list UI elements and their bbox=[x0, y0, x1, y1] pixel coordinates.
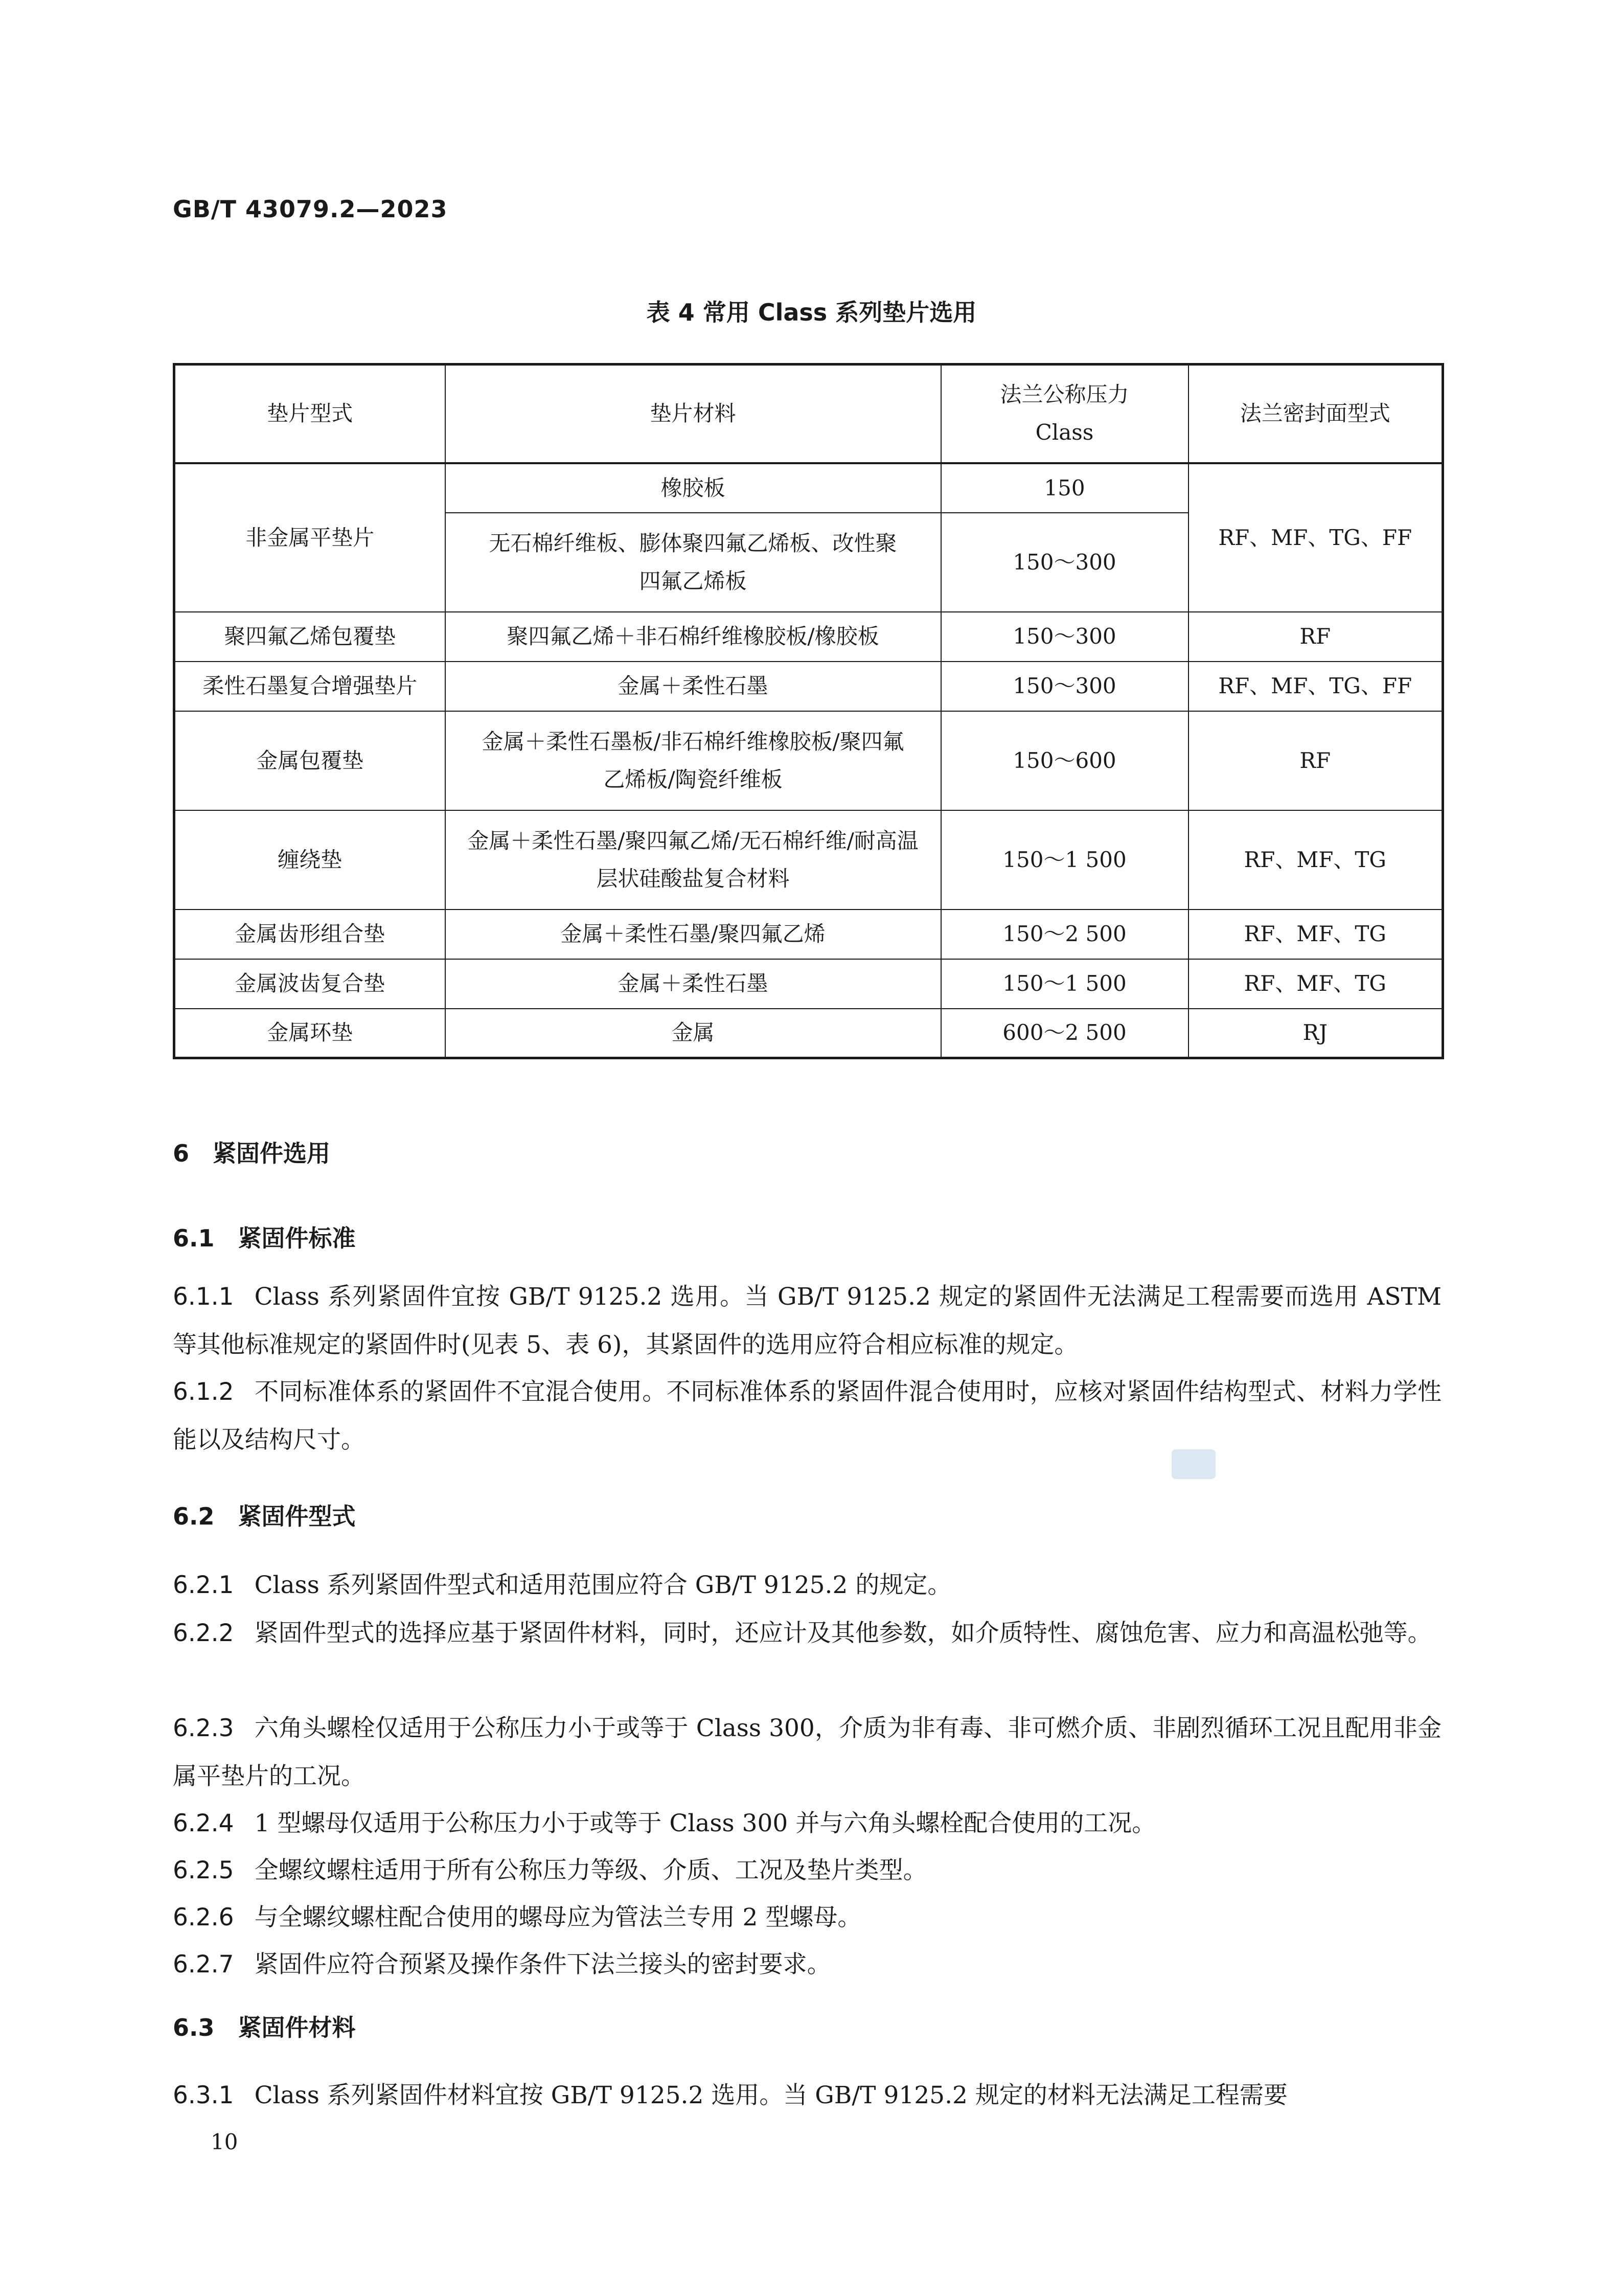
cell-type: 聚四氟乙烯包覆垫 bbox=[174, 612, 445, 662]
paragraph-text: 紧固件应符合预紧及操作条件下法兰接头的密封要求。 bbox=[254, 1950, 831, 1979]
paragraph-6-2-7 bbox=[173, 1941, 1442, 1989]
header-pressure-line2: Class bbox=[1035, 420, 1094, 445]
cell-type: 金属包覆垫 bbox=[174, 711, 445, 810]
cell-pressure: 600～2 500 bbox=[941, 1009, 1188, 1058]
table-row bbox=[174, 1009, 1443, 1058]
cell-pressure: 150～300 bbox=[941, 513, 1188, 612]
cell-pressure: 150～300 bbox=[941, 662, 1188, 711]
table-row bbox=[174, 612, 1443, 662]
section-title: 紧固件材料 bbox=[238, 2014, 356, 2041]
section-title: 紧固件型式 bbox=[238, 1503, 356, 1530]
paragraph-text: 与全螺纹螺柱配合使用的螺母应为管法兰专用 2 型螺母。 bbox=[254, 1903, 862, 1931]
header-sealing-face: 法兰密封面型式 bbox=[1188, 365, 1443, 463]
cell-pressure: 150～2 500 bbox=[941, 910, 1188, 959]
page-number: 10 bbox=[211, 2129, 238, 2154]
header-nominal-pressure bbox=[941, 365, 1188, 463]
paragraph-6-3-1 bbox=[173, 2072, 1442, 2120]
table-row bbox=[174, 959, 1443, 1009]
cell-material: 金属＋柔性石墨/聚四氟乙烯 bbox=[445, 910, 941, 959]
paragraph-text: Class 系列紧固件型式和适用范围应符合 GB/T 9125.2 的规定。 bbox=[254, 1571, 952, 1599]
paragraph-text: Class 系列紧固件材料宜按 GB/T 9125.2 选用。当 GB/T 9125.2 规定的材料无法满足工程需要 bbox=[254, 2081, 1288, 2109]
cell-type: 缠绕垫 bbox=[174, 810, 445, 910]
paragraph-number: 6.1.2 bbox=[173, 1378, 234, 1406]
paragraph-text: Class 系列紧固件宜按 GB/T 9125.2 选用。当 GB/T 9125.2 规定的紧固件无法满足工程需要而选用 ASTM 等其他标准规定的紧固件时(见表 5、表 6)，其紧固件的选用应符合相应标准的规定。 bbox=[173, 1283, 1442, 1359]
table-row bbox=[174, 810, 1443, 910]
cell-pressure: 150～600 bbox=[941, 711, 1188, 810]
paragraph-text: 1 型螺母仅适用于公称压力小于或等于 Class 300 并与六角头螺栓配合使用的工况。 bbox=[254, 1809, 1156, 1837]
cell-face: RF、MF、TG bbox=[1188, 810, 1443, 910]
paragraph-6-1-2 bbox=[173, 1368, 1442, 1464]
section-heading-6-3 bbox=[173, 2009, 356, 2043]
section-heading-6-1 bbox=[173, 1220, 356, 1254]
paragraph-text: 六角头螺栓仅适用于公称压力小于或等于 Class 300，介质为非有毒、非可燃介质、非剧烈循环工况且配用非金属平垫片的工况。 bbox=[173, 1714, 1442, 1790]
section-number: 6.2 bbox=[173, 1503, 215, 1530]
paragraph-number: 6.1.1 bbox=[173, 1283, 234, 1311]
table-row bbox=[174, 711, 1443, 810]
paragraph-number: 6.2.3 bbox=[173, 1714, 234, 1742]
table-header-row bbox=[174, 365, 1443, 463]
paragraph-6-2-3 bbox=[173, 1704, 1442, 1801]
standard-code: GB/T 43079.2—2023 bbox=[173, 195, 448, 223]
cell-pressure: 150 bbox=[941, 463, 1188, 513]
header-gasket-type: 垫片型式 bbox=[174, 365, 445, 463]
cell-pressure: 150～300 bbox=[941, 612, 1188, 662]
cell-type: 金属波齿复合垫 bbox=[174, 959, 445, 1009]
cell-face: RJ bbox=[1188, 1009, 1443, 1058]
cell-material: 金属 bbox=[445, 1009, 941, 1058]
cell-face: RF bbox=[1188, 612, 1443, 662]
paragraph-text: 紧固件型式的选择应基于紧固件材料，同时，还应计及其他参数，如介质特性、腐蚀危害、应力和高温松弛等。 bbox=[254, 1619, 1432, 1647]
cell-face: RF、MF、TG、FF bbox=[1188, 463, 1443, 612]
cell-face: RF bbox=[1188, 711, 1443, 810]
paragraph-text: 全螺纹螺柱适用于所有公称压力等级、介质、工况及垫片类型。 bbox=[254, 1856, 927, 1884]
cell-material: 金属＋柔性石墨/聚四氟乙烯/无石棉纤维/耐高温层状硅酸盐复合材料 bbox=[445, 810, 941, 910]
paragraph-6-2-6 bbox=[173, 1894, 1442, 1942]
paragraph-6-2-5 bbox=[173, 1847, 1442, 1895]
paragraph-number: 6.2.6 bbox=[173, 1903, 234, 1931]
cell-material: 金属＋柔性石墨板/非石棉纤维橡胶板/聚四氟乙烯板/陶瓷纤维板 bbox=[445, 711, 941, 810]
paragraph-number: 6.2.7 bbox=[173, 1950, 234, 1979]
paragraph-6-2-1 bbox=[173, 1561, 1442, 1609]
section-heading-6-2 bbox=[173, 1498, 356, 1532]
table-row bbox=[174, 463, 1443, 513]
section-number: 6.3 bbox=[173, 2014, 215, 2041]
table-row bbox=[174, 910, 1443, 959]
table-title: 表 4 常用 Class 系列垫片选用 bbox=[646, 299, 977, 326]
section-title: 紧固件选用 bbox=[213, 1140, 331, 1167]
header-pressure-line1: 法兰公称压力 bbox=[1000, 382, 1129, 407]
cell-pressure: 150～1 500 bbox=[941, 810, 1188, 910]
section-number: 6 bbox=[173, 1140, 190, 1167]
cell-material: 聚四氟乙烯＋非石棉纤维橡胶板/橡胶板 bbox=[445, 612, 941, 662]
paragraph-number: 6.2.5 bbox=[173, 1856, 234, 1884]
cell-pressure: 150～1 500 bbox=[941, 959, 1188, 1009]
section-number: 6.1 bbox=[173, 1224, 215, 1252]
paragraph-6-2-4 bbox=[173, 1800, 1442, 1848]
paragraph-number: 6.2.4 bbox=[173, 1809, 234, 1837]
cell-face: RF、MF、TG bbox=[1188, 910, 1443, 959]
cell-material: 无石棉纤维板、膨体聚四氟乙烯板、改性聚四氟乙烯板 bbox=[445, 513, 941, 612]
paragraph-text: 不同标准体系的紧固件不宜混合使用。不同标准体系的紧固件混合使用时，应核对紧固件结构型式、材料力学性能以及结构尺寸。 bbox=[173, 1378, 1442, 1454]
section-heading-6 bbox=[173, 1135, 330, 1169]
cell-material: 金属＋柔性石墨 bbox=[445, 662, 941, 711]
header-gasket-material: 垫片材料 bbox=[445, 365, 941, 463]
cell-face: RF、MF、TG bbox=[1188, 959, 1443, 1009]
watermark-logo bbox=[1172, 1449, 1216, 1479]
paragraph-6-1-1 bbox=[173, 1273, 1442, 1369]
cell-material: 橡胶板 bbox=[445, 463, 941, 513]
section-title: 紧固件标准 bbox=[238, 1224, 356, 1252]
gasket-selection-table bbox=[173, 363, 1444, 1059]
cell-type: 非金属平垫片 bbox=[174, 463, 445, 612]
table-row bbox=[174, 662, 1443, 711]
paragraph-6-2-2 bbox=[173, 1609, 1442, 1657]
cell-face: RF、MF、TG、FF bbox=[1188, 662, 1443, 711]
cell-type: 金属齿形组合垫 bbox=[174, 910, 445, 959]
paragraph-number: 6.2.2 bbox=[173, 1619, 234, 1647]
cell-type: 柔性石墨复合增强垫片 bbox=[174, 662, 445, 711]
paragraph-number: 6.2.1 bbox=[173, 1571, 234, 1599]
paragraph-number: 6.3.1 bbox=[173, 2081, 234, 2109]
cell-type: 金属环垫 bbox=[174, 1009, 445, 1058]
cell-material: 金属＋柔性石墨 bbox=[445, 959, 941, 1009]
